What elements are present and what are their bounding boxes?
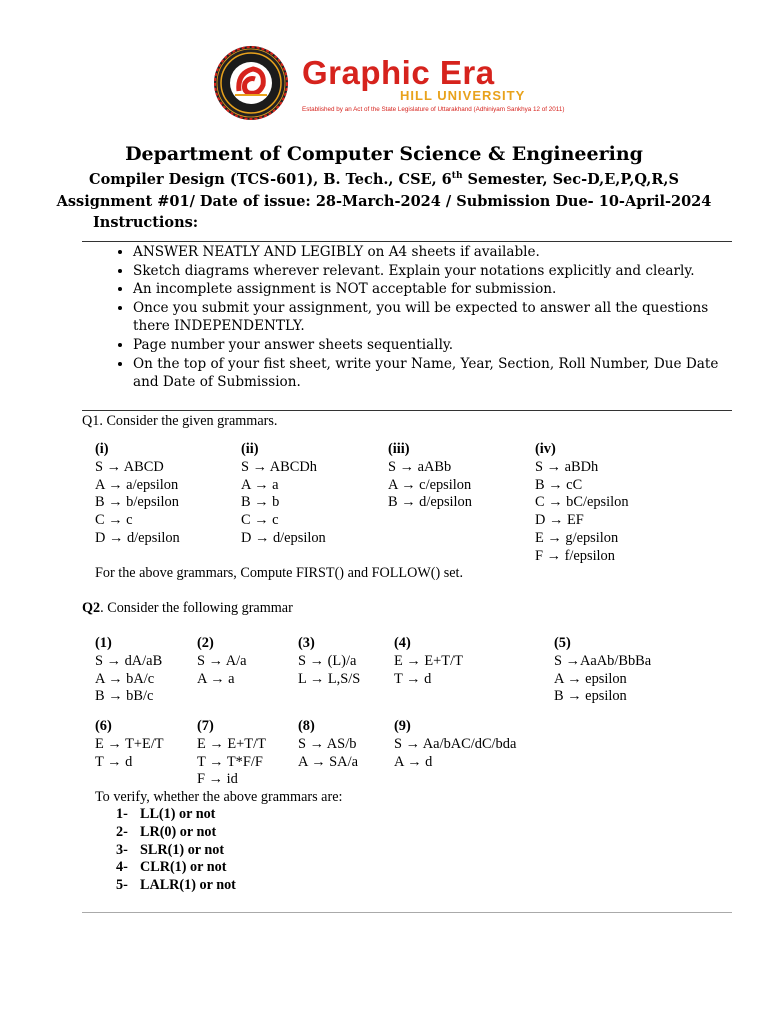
university-brand — [302, 54, 564, 124]
department-title: Department of Computer Science & Engineering — [125, 143, 643, 165]
criteria-item — [116, 842, 236, 860]
university-seal-logo — [203, 44, 299, 122]
divider — [82, 912, 732, 913]
grammar-id: (i) — [95, 441, 109, 457]
q2-label: Q2 — [82, 600, 101, 616]
grammar-rule: S → dA/aB — [95, 652, 163, 669]
grammar-id: (2) — [197, 635, 214, 651]
course-prefix: Compiler Design (TCS-601), B. Tech., CSE, 6 — [89, 171, 452, 188]
criteria-number: 3- — [116, 841, 128, 858]
brand-subtitle: HILL UNIVERSITY — [400, 88, 526, 103]
grammar-rule: S → AS/b — [298, 735, 357, 752]
instruction-item: • Once you submit your assignment, you will be expected to answer all the questions there INDEPENDENTLY. — [133, 299, 733, 336]
grammar-rule: T → d — [95, 753, 133, 770]
q1-grammar-iii — [388, 441, 472, 512]
q1-grammar-i — [95, 441, 180, 548]
assignment-line: Assignment #01/ Date of issue: 28-March-2024 / Submission Due- 10-April-2024 — [56, 193, 712, 210]
grammar-rule: S →AaAb/BbBa — [554, 652, 652, 669]
instruction-item: • Sketch diagrams wherever relevant. Explain your notations explicitly and clearly. — [133, 262, 733, 281]
q1-prompt — [82, 413, 277, 430]
grammar-rule: F → id — [197, 771, 238, 788]
divider — [82, 241, 732, 242]
grammar-rule: B → epsilon — [554, 688, 627, 705]
q2-verify-text: To verify, whether the above grammars are: — [95, 789, 343, 805]
course-suffix: Semester, Sec-D,E,P,Q,R,S — [462, 171, 679, 188]
grammar-rule: C → bC/epsilon — [535, 494, 629, 511]
instructions-list — [110, 243, 733, 392]
grammar-id: (4) — [394, 635, 411, 651]
brand-name: Graphic Era — [302, 54, 495, 91]
grammar-rule: D → d/epsilon — [241, 529, 326, 546]
grammar-id: (1) — [95, 635, 112, 651]
instruction-item: • ANSWER NEATLY AND LEGIBLY on A4 sheets if available. — [133, 243, 733, 262]
q2-prompt — [82, 600, 293, 617]
grammar-rule: C → c — [95, 512, 133, 529]
grammar-rule: A → a — [241, 476, 279, 493]
q1-grammar-ii — [241, 441, 326, 548]
grammar-rule: D → d/epsilon — [95, 529, 180, 546]
criteria-text: LR(0) or not — [140, 823, 217, 840]
grammar-rule: E → E+T/T — [197, 735, 266, 752]
grammar-id: (ii) — [241, 441, 259, 457]
grammar-rule: A → epsilon — [554, 670, 627, 687]
grammar-id: (6) — [95, 718, 112, 734]
grammar-rule: E → E+T/T — [394, 652, 463, 669]
grammar-rule: E → g/epsilon — [535, 529, 619, 546]
grammar-id: (9) — [394, 718, 411, 734]
q1-text: . Consider the given grammars. — [99, 413, 278, 429]
q2-grammar-5 — [554, 635, 651, 706]
course-line — [0, 171, 768, 188]
grammar-rule: B → b/epsilon — [95, 494, 179, 511]
grammar-id: (iii) — [388, 441, 410, 457]
criteria-item — [116, 859, 236, 877]
grammar-rule: A → a — [197, 670, 235, 687]
grammar-rule: D → EF — [535, 512, 584, 529]
instruction-item: • Page number your answer sheets sequentially. — [133, 336, 733, 355]
grammar-rule: S → ABCD — [95, 458, 164, 475]
criteria-text: LALR(1) or not — [140, 877, 236, 894]
criteria-number: 1- — [116, 806, 128, 822]
q2-grammar-6 — [95, 718, 164, 771]
criteria-item — [116, 824, 236, 842]
brand-established-line: Established by an Act of the State Legislature of Uttarakhand (Adhiniyam Sankhya 12 of 2011) — [302, 106, 565, 113]
criteria-text: LL(1) or not — [140, 806, 216, 822]
grammar-id: (3) — [298, 635, 315, 651]
q1-label: Q1 — [82, 413, 100, 429]
grammar-rule: B → bB/c — [95, 688, 154, 705]
grammar-rule: E → T+E/T — [95, 735, 164, 752]
grammar-rule: L → L,S/S — [298, 670, 361, 687]
grammar-rule: S → A/a — [197, 652, 247, 669]
criteria-text: SLR(1) or not — [140, 841, 225, 858]
q2-grammar-1 — [95, 635, 162, 706]
criteria-item — [116, 877, 236, 895]
q2-text: . Consider the following grammar — [100, 600, 293, 616]
grammar-rule: A → d — [394, 753, 433, 770]
grammar-id: (5) — [554, 635, 571, 651]
grammar-rule: A → a/epsilon — [95, 476, 179, 493]
grammar-rule: T → d — [394, 670, 432, 687]
q2-grammar-7 — [197, 718, 266, 789]
q2-grammar-3 — [298, 635, 360, 688]
criteria-text: CLR(1) or not — [140, 859, 227, 876]
grammar-rule: T → T*F/F — [197, 753, 263, 770]
course-sup: th — [451, 171, 463, 182]
q2-grammar-9 — [394, 718, 516, 771]
instruction-item: • On the top of your fist sheet, write your Name, Year, Section, Roll Number, Due Date and Date of Submission. — [133, 355, 733, 392]
grammar-id: (iv) — [535, 441, 556, 457]
criteria-number: 2- — [116, 823, 128, 840]
q2-grammar-8 — [298, 718, 358, 771]
instruction-item: • An incomplete assignment is NOT acceptable for submission. — [133, 280, 733, 299]
grammar-rule: B → d/epsilon — [388, 494, 472, 511]
grammar-rule: A → c/epsilon — [388, 476, 472, 493]
grammar-id: (8) — [298, 718, 315, 734]
grammar-rule: B → cC — [535, 476, 583, 493]
q1-grammar-iv — [535, 441, 629, 566]
q2-grammar-4 — [394, 635, 463, 688]
divider — [82, 410, 732, 411]
grammar-rule: S → ABCDh — [241, 458, 317, 475]
grammar-id: (7) — [197, 718, 214, 734]
grammar-rule: S → aABb — [388, 458, 452, 475]
grammar-rule: A → bA/c — [95, 670, 155, 687]
instructions-heading: Instructions: — [93, 214, 199, 231]
grammar-rule: A → SA/a — [298, 753, 358, 770]
criteria-item — [116, 806, 236, 824]
criteria-number: 5- — [116, 877, 128, 894]
q2-grammar-2 — [197, 635, 247, 688]
grammar-rule: S → (L)/a — [298, 652, 357, 669]
grammar-rule: B → b — [241, 494, 280, 511]
grammar-rule: C → c — [241, 512, 279, 529]
grammar-rule: S → Aa/bAC/dC/bda — [394, 735, 517, 752]
criteria-list — [116, 806, 236, 895]
grammar-rule: S → aBDh — [535, 458, 599, 475]
q1-task: For the above grammars, Compute FIRST() and FOLLOW() set. — [95, 565, 464, 581]
grammar-rule: F → f/epsilon — [535, 547, 615, 564]
criteria-number: 4- — [116, 859, 128, 876]
